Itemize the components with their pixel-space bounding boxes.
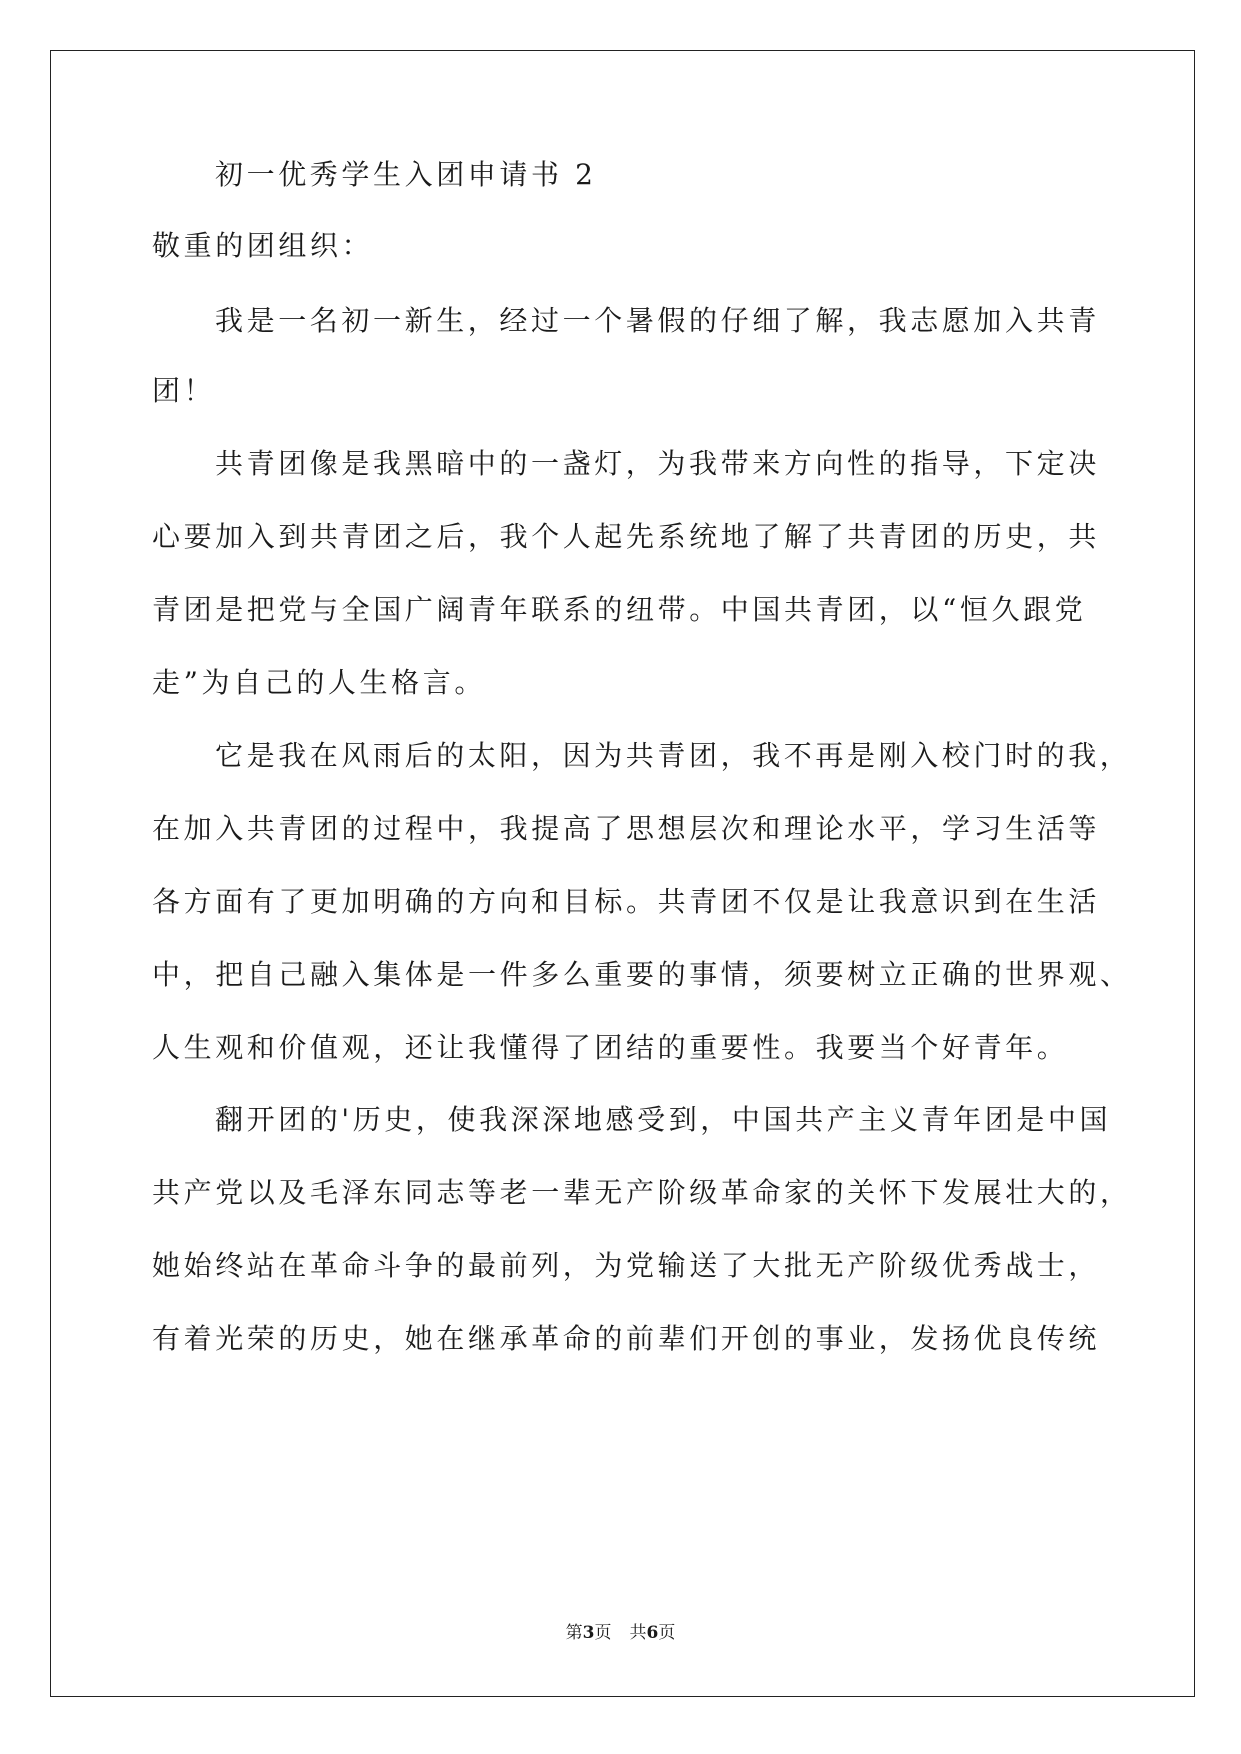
body-line: 团！ <box>152 374 216 407</box>
document-title: 初一优秀学生入团申请书 2 <box>215 158 597 191</box>
page-footer <box>0 1622 1241 1644</box>
body-line: 翻开团的'历史，使我深深地感受到，中国共产主义青年团是中国 <box>215 1103 1112 1136</box>
body-line: 她始终站在革命斗争的最前列，为党输送了大批无产阶级优秀战士， <box>152 1249 1101 1282</box>
body-line: 中，把自己融入集体是一件多么重要的事情，须要树立正确的世界观、 <box>152 958 1132 991</box>
footer-page-total: 6 <box>646 1623 659 1643</box>
footer-page-current: 3 <box>582 1623 595 1643</box>
body-line: 心要加入到共青团之后，我个人起先系统地了解了共青团的历史，共 <box>152 520 1101 553</box>
body-line: 青团是把党与全国广阔青年联系的纽带。中国共青团，以“恒久跟党 <box>152 593 1087 626</box>
footer-page-suffix: 页 <box>594 1623 612 1643</box>
body-line: 走”为自己的人生格言。 <box>152 666 486 699</box>
footer-total-prefix: 共 <box>629 1623 647 1643</box>
footer-page-prefix: 第 <box>565 1623 583 1643</box>
body-line: 各方面有了更加明确的方向和目标。共青团不仅是让我意识到在生活 <box>152 885 1101 918</box>
body-line: 共青团像是我黑暗中的一盏灯，为我带来方向性的指导，下定决 <box>215 447 1100 480</box>
body-line: 人生观和价值观，还让我懂得了团结的重要性。我要当个好青年。 <box>152 1031 1069 1064</box>
body-line: 有着光荣的历史，她在继承革命的前辈们开创的事业，发扬优良传统 <box>152 1322 1101 1355</box>
body-line: 我是一名初一新生，经过一个暑假的仔细了解，我志愿加入共青 <box>215 304 1100 337</box>
salutation: 敬重的团组织： <box>152 229 374 262</box>
footer-total-suffix: 页 <box>658 1623 676 1643</box>
body-line: 共产党以及毛泽东同志等老一辈无产阶级革命家的关怀下发展壮大的， <box>152 1176 1132 1209</box>
body-line: 它是我在风雨后的太阳，因为共青团，我不再是刚入校门时的我， <box>215 739 1132 772</box>
body-line: 在加入共青团的过程中，我提高了思想层次和理论水平，学习生活等 <box>152 812 1101 845</box>
page-border <box>50 50 1195 1697</box>
